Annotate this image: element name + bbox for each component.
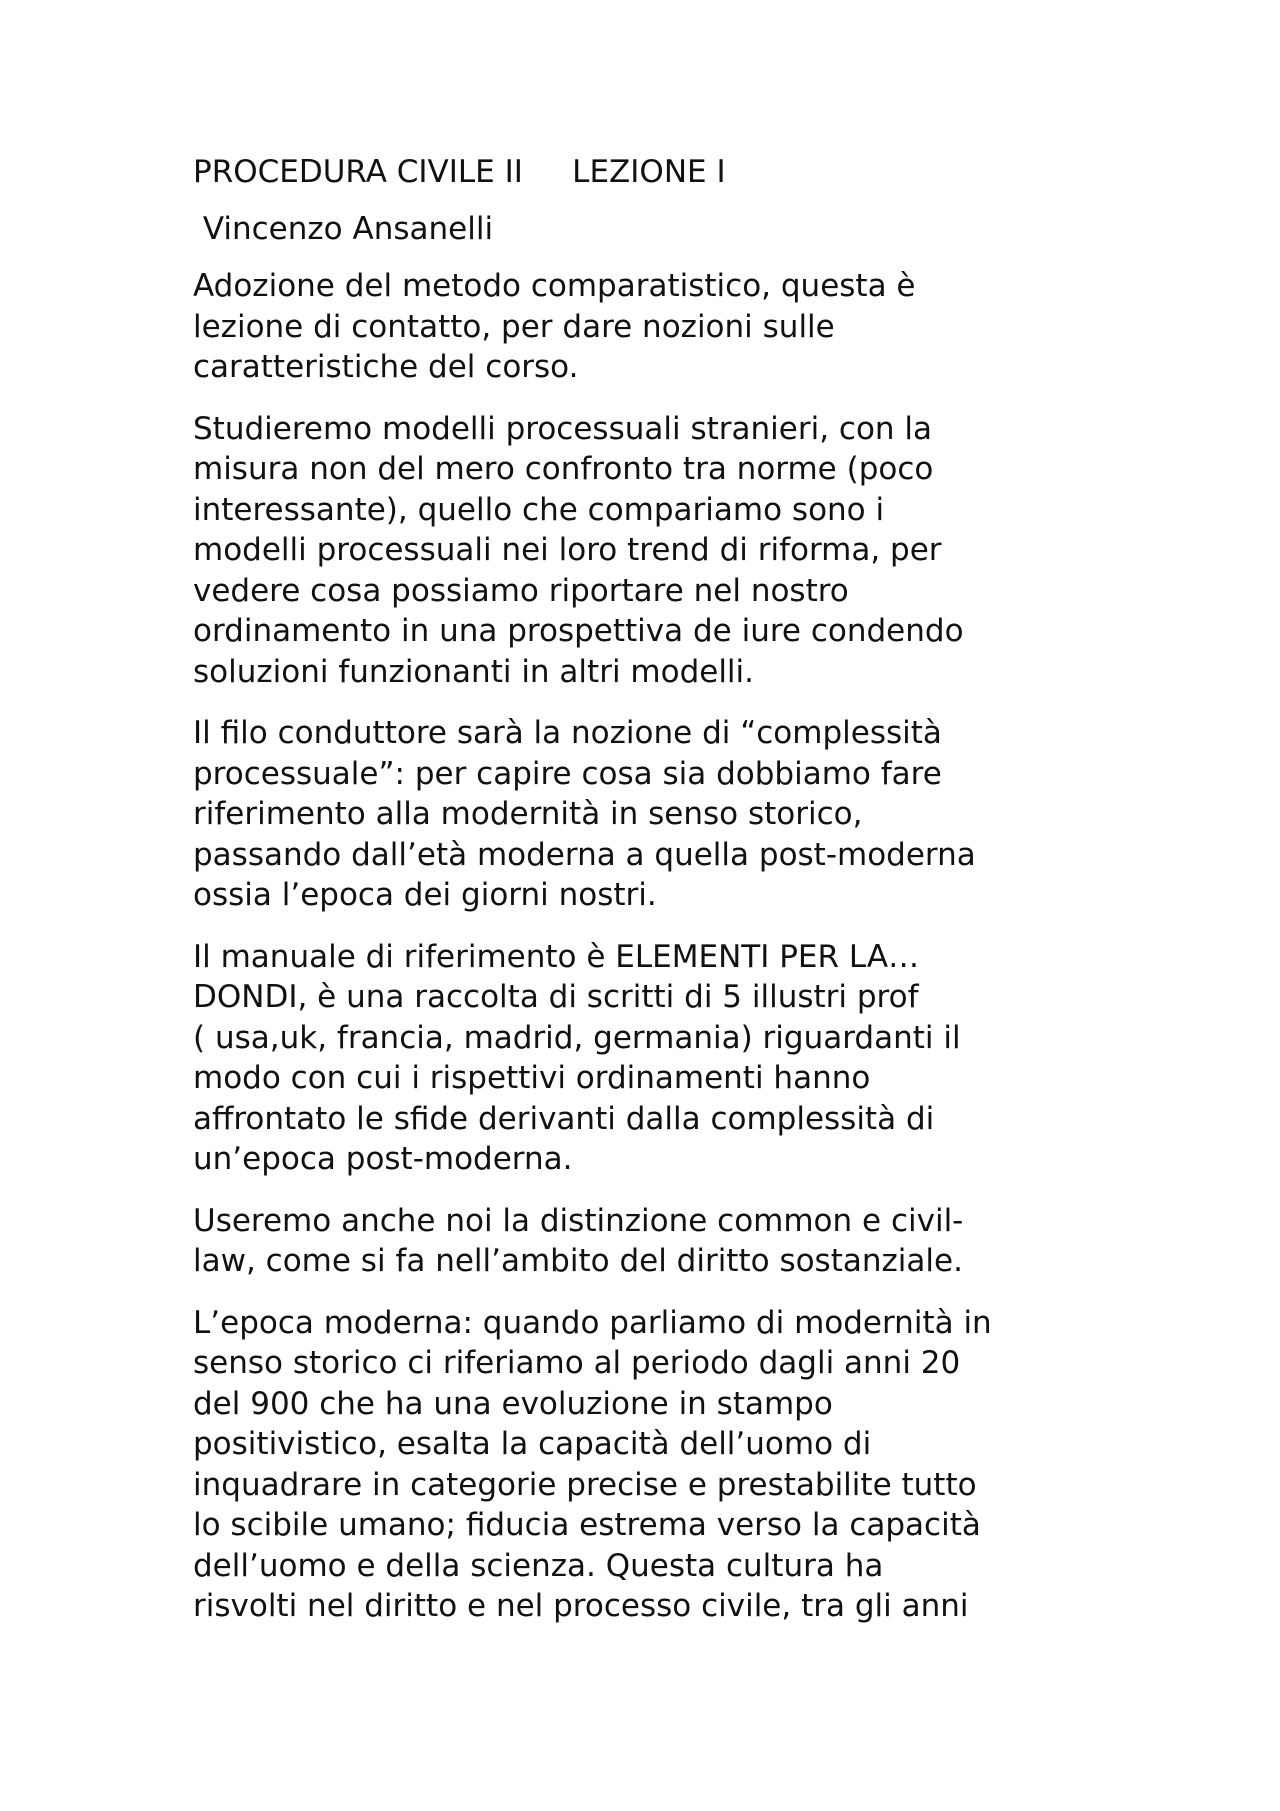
text-line: risvolti nel diritto e nel processo civile, tra gli anni bbox=[193, 1588, 969, 1624]
text-line: modelli processuali nei loro trend di riforma, per bbox=[193, 532, 942, 568]
text-line: DONDI, è una raccolta di scritti di 5 illustri prof bbox=[193, 979, 919, 1015]
text-line: lo scibile umano; fiducia estrema verso la capacità bbox=[193, 1507, 981, 1543]
paragraph bbox=[193, 1201, 1133, 1282]
text-line: soluzioni funzionanti in altri modelli. bbox=[193, 653, 755, 690]
text-line: del 900 che ha una evoluzione in stampo bbox=[193, 1385, 833, 1422]
text-line: Adozione del metodo comparatistico, questa è bbox=[193, 268, 916, 304]
paragraph bbox=[193, 937, 1133, 1180]
paragraph bbox=[193, 266, 1133, 388]
text-line: L’epoca moderna: quando parliamo di modernità in bbox=[193, 1304, 992, 1341]
text-line: Useremo anche noi la distinzione common e civil- bbox=[193, 1202, 964, 1239]
text-line: affrontato le sfide derivanti dalla complessità di bbox=[193, 1100, 935, 1137]
text-line: ( usa,uk, francia, madrid, germania) riguardanti il bbox=[193, 1019, 961, 1056]
text-line: ossia l’epoca dei giorni nostri. bbox=[193, 877, 657, 913]
text-line: interessante), quello che compariamo sono i bbox=[193, 491, 885, 528]
paragraph bbox=[193, 1303, 1133, 1627]
text-line: riferimento alla modernità in senso storico, bbox=[193, 796, 863, 832]
text-line: law, come si fa nell’ambito del diritto sostanziale. bbox=[193, 1243, 963, 1279]
document-title: PROCEDURA CIVILE II LEZIONE I bbox=[193, 154, 726, 190]
text-line: senso storico ci riferiamo al periodo dagli anni 20 bbox=[193, 1345, 961, 1381]
text-line: modo con cui i rispettivi ordinamenti hanno bbox=[193, 1060, 871, 1096]
document-page bbox=[193, 152, 1133, 1648]
document-author: Vincenzo Ansanelli bbox=[193, 211, 494, 247]
text-line: passando dall’età moderna a quella post-moderna bbox=[193, 836, 976, 873]
text-line: caratteristiche del corso. bbox=[193, 349, 579, 385]
text-line: vedere cosa possiamo riportare nel nostro bbox=[193, 572, 849, 609]
text-line: positivistico, esalta la capacità dell’uomo di bbox=[193, 1426, 872, 1462]
text-line: inquadrare in categorie precise e prestabilite tutto bbox=[193, 1466, 977, 1503]
paragraph bbox=[193, 713, 1133, 916]
paragraph bbox=[193, 409, 1133, 693]
text-line: misura non del mero confronto tra norme (poco bbox=[193, 451, 934, 487]
text-line: processuale”: per capire cosa sia dobbiamo fare bbox=[193, 755, 942, 792]
text-line: ordinamento in una prospettiva de iure condendo bbox=[193, 613, 964, 649]
text-line: Il filo conduttore sarà la nozione di “complessità bbox=[193, 715, 942, 751]
text-line: lezione di contatto, per dare nozioni sulle bbox=[193, 308, 835, 345]
text-line: dell’uomo e della scienza. Questa cultura ha bbox=[193, 1547, 884, 1584]
text-line: Il manuale di riferimento è ELEMENTI PER LA… bbox=[193, 938, 920, 975]
text-line: Studieremo modelli processuali stranieri, con la bbox=[193, 410, 933, 447]
text-line: un’epoca post-moderna. bbox=[193, 1141, 573, 1177]
